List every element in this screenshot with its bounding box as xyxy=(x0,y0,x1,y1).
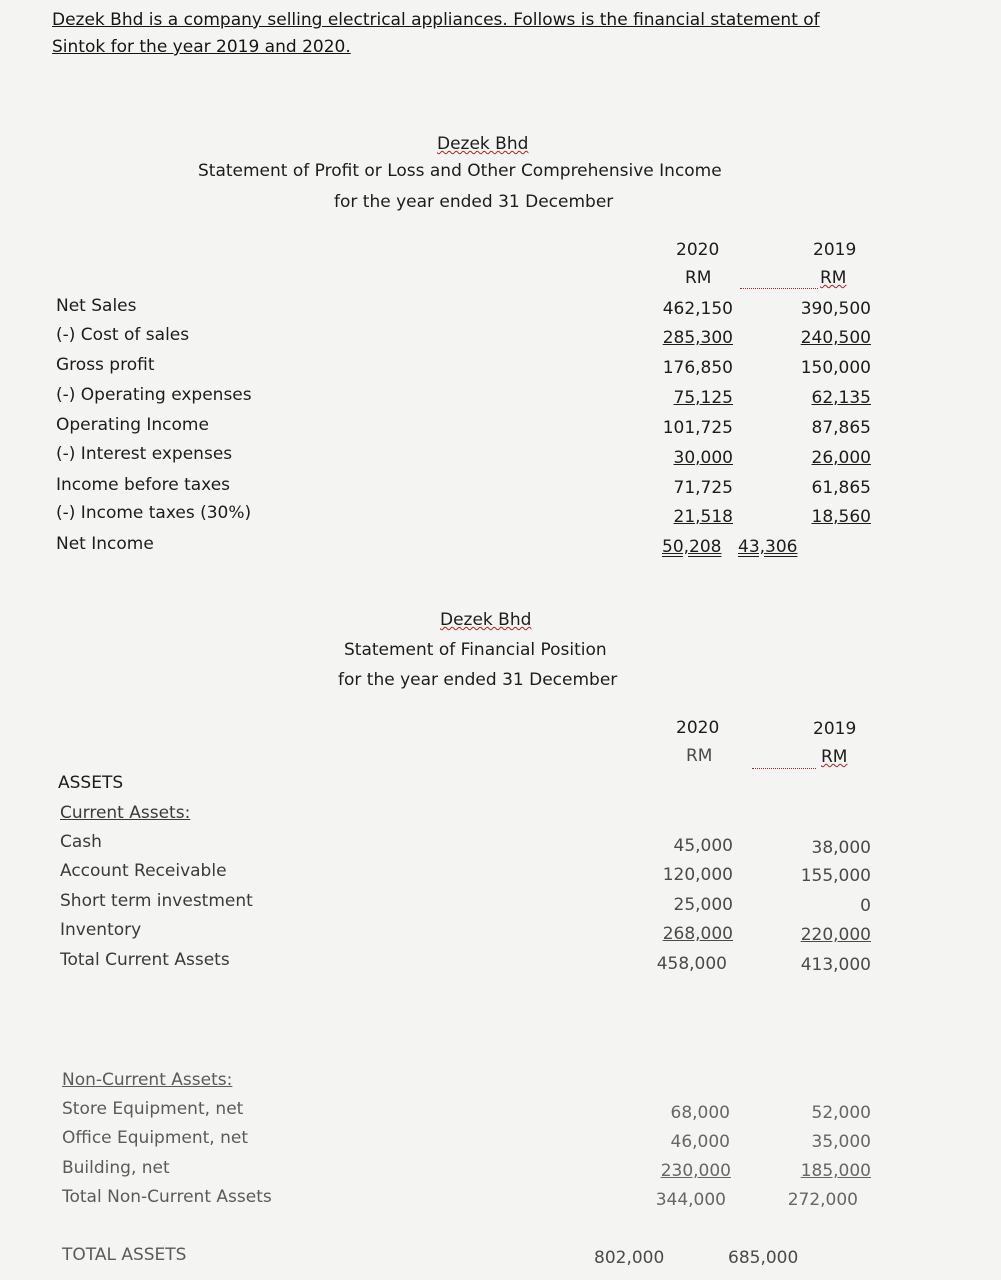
bs-row-label: Account Receivable xyxy=(60,861,227,881)
bs-row-label: Store Equipment, net xyxy=(62,1099,244,1119)
pl-row-label: (-) Income taxes (30%) xyxy=(56,503,252,523)
intro-line-2: Sintok for the year 2019 and 2020. xyxy=(52,37,351,57)
bs-total-assets-2020: 802,000 xyxy=(594,1248,665,1268)
pl-row-label: Net Sales xyxy=(56,296,137,316)
pl-row-label: (-) Cost of sales xyxy=(56,325,190,345)
bs-row-2019: 220,000 xyxy=(800,925,871,945)
bs-period: for the year ended 31 December xyxy=(338,670,618,690)
bs-row-2019: 52,000 xyxy=(811,1103,871,1123)
bs-row-2020: 45,000 xyxy=(673,836,733,856)
pl-net-income-2019: 43,306 xyxy=(738,537,798,557)
intro-line-1: Dezek Bhd is a company selling electrical appliances. Follows is the financial statement of xyxy=(52,10,820,30)
pl-row-2020: 30,000 xyxy=(673,448,733,468)
bs-assets-heading: ASSETS xyxy=(58,773,124,793)
bs-total-assets-2019: 685,000 xyxy=(728,1248,799,1268)
pl-row-label: Income before taxes xyxy=(56,475,231,495)
pl-row-2020: 71,725 xyxy=(673,478,733,498)
pl-unit-2020: RM xyxy=(685,268,712,288)
bs-title: Statement of Financial Position xyxy=(344,640,607,660)
bs-row-2020: 268,000 xyxy=(662,924,733,944)
pl-row-2019: 150,000 xyxy=(800,358,871,378)
pl-row-2019: 62,135 xyxy=(811,388,871,408)
pl-row-2020: 285,300 xyxy=(662,328,733,348)
bs-row-2020: 25,000 xyxy=(673,895,733,915)
bs-col-2020: 2020 xyxy=(676,718,720,738)
pl-row-2019: 87,865 xyxy=(811,418,871,438)
bs-row-2019: 272,000 xyxy=(787,1190,858,1210)
bs-row-label: Total Current Assets xyxy=(60,950,230,970)
bs-row-2020: 46,000 xyxy=(670,1132,730,1152)
bs-row-2019: 0 xyxy=(860,896,871,916)
spell-check-underline xyxy=(740,288,818,289)
pl-unit-2019: RM xyxy=(820,268,847,288)
bs-row-label: Office Equipment, net xyxy=(62,1128,249,1148)
pl-row-label: (-) Interest expenses xyxy=(56,444,233,464)
bs-unit-2019: RM xyxy=(821,747,848,767)
bs-row-label: Short term investment xyxy=(60,891,253,911)
pl-company-name: Dezek Bhd xyxy=(437,134,529,154)
bs-row-2019: 413,000 xyxy=(800,955,871,975)
pl-row-label: Net Income xyxy=(56,534,154,554)
pl-row-label: Gross profit xyxy=(56,355,155,375)
bs-row-label: Total Non-Current Assets xyxy=(62,1187,272,1207)
pl-row-2019: 26,000 xyxy=(811,448,871,468)
pl-row-2019: 61,865 xyxy=(811,478,871,498)
bs-row-2020: 68,000 xyxy=(670,1103,730,1123)
pl-net-income-2020: 50,208 xyxy=(662,537,722,557)
bs-col-2019: 2019 xyxy=(813,719,857,739)
bs-row-2019: 38,000 xyxy=(811,838,871,858)
bs-row-label: Building, net xyxy=(62,1158,170,1178)
bs-unit-2020: RM xyxy=(686,746,713,766)
bs-row-2020: 344,000 xyxy=(655,1190,726,1210)
bs-row-label: Cash xyxy=(60,832,102,852)
bs-company-name: Dezek Bhd xyxy=(440,610,532,630)
pl-col-2020: 2020 xyxy=(676,240,720,260)
pl-row-2019: 390,500 xyxy=(800,299,871,319)
bs-row-2020: 120,000 xyxy=(662,865,733,885)
bs-row-2019: 35,000 xyxy=(811,1132,871,1152)
pl-col-2019: 2019 xyxy=(813,240,857,260)
bs-row-2019: 185,000 xyxy=(800,1161,871,1181)
bs-row-2020: 458,000 xyxy=(656,954,727,974)
spell-check-underline xyxy=(752,768,816,769)
pl-row-2019: 240,500 xyxy=(800,328,871,348)
bs-row-2020: 230,000 xyxy=(660,1161,731,1181)
bs-row-2019: 155,000 xyxy=(800,866,871,886)
pl-row-2020: 101,725 xyxy=(662,418,733,438)
pl-title: Statement of Profit or Loss and Other Comprehensive Income xyxy=(198,161,722,181)
pl-row-label: (-) Operating expenses xyxy=(56,385,252,405)
pl-row-2020: 75,125 xyxy=(673,388,733,408)
pl-row-2020: 21,518 xyxy=(673,507,733,527)
pl-row-2019: 18,560 xyxy=(811,507,871,527)
bs-noncurrent-heading: Non-Current Assets: xyxy=(62,1070,233,1090)
pl-row-2020: 462,150 xyxy=(662,299,733,319)
pl-period: for the year ended 31 December xyxy=(334,192,614,212)
pl-row-label: Operating Income xyxy=(56,415,209,435)
bs-row-label: Inventory xyxy=(60,920,142,940)
bs-current-heading: Current Assets: xyxy=(60,803,191,823)
bs-total-assets-label: TOTAL ASSETS xyxy=(62,1245,187,1265)
pl-row-2020: 176,850 xyxy=(662,358,733,378)
